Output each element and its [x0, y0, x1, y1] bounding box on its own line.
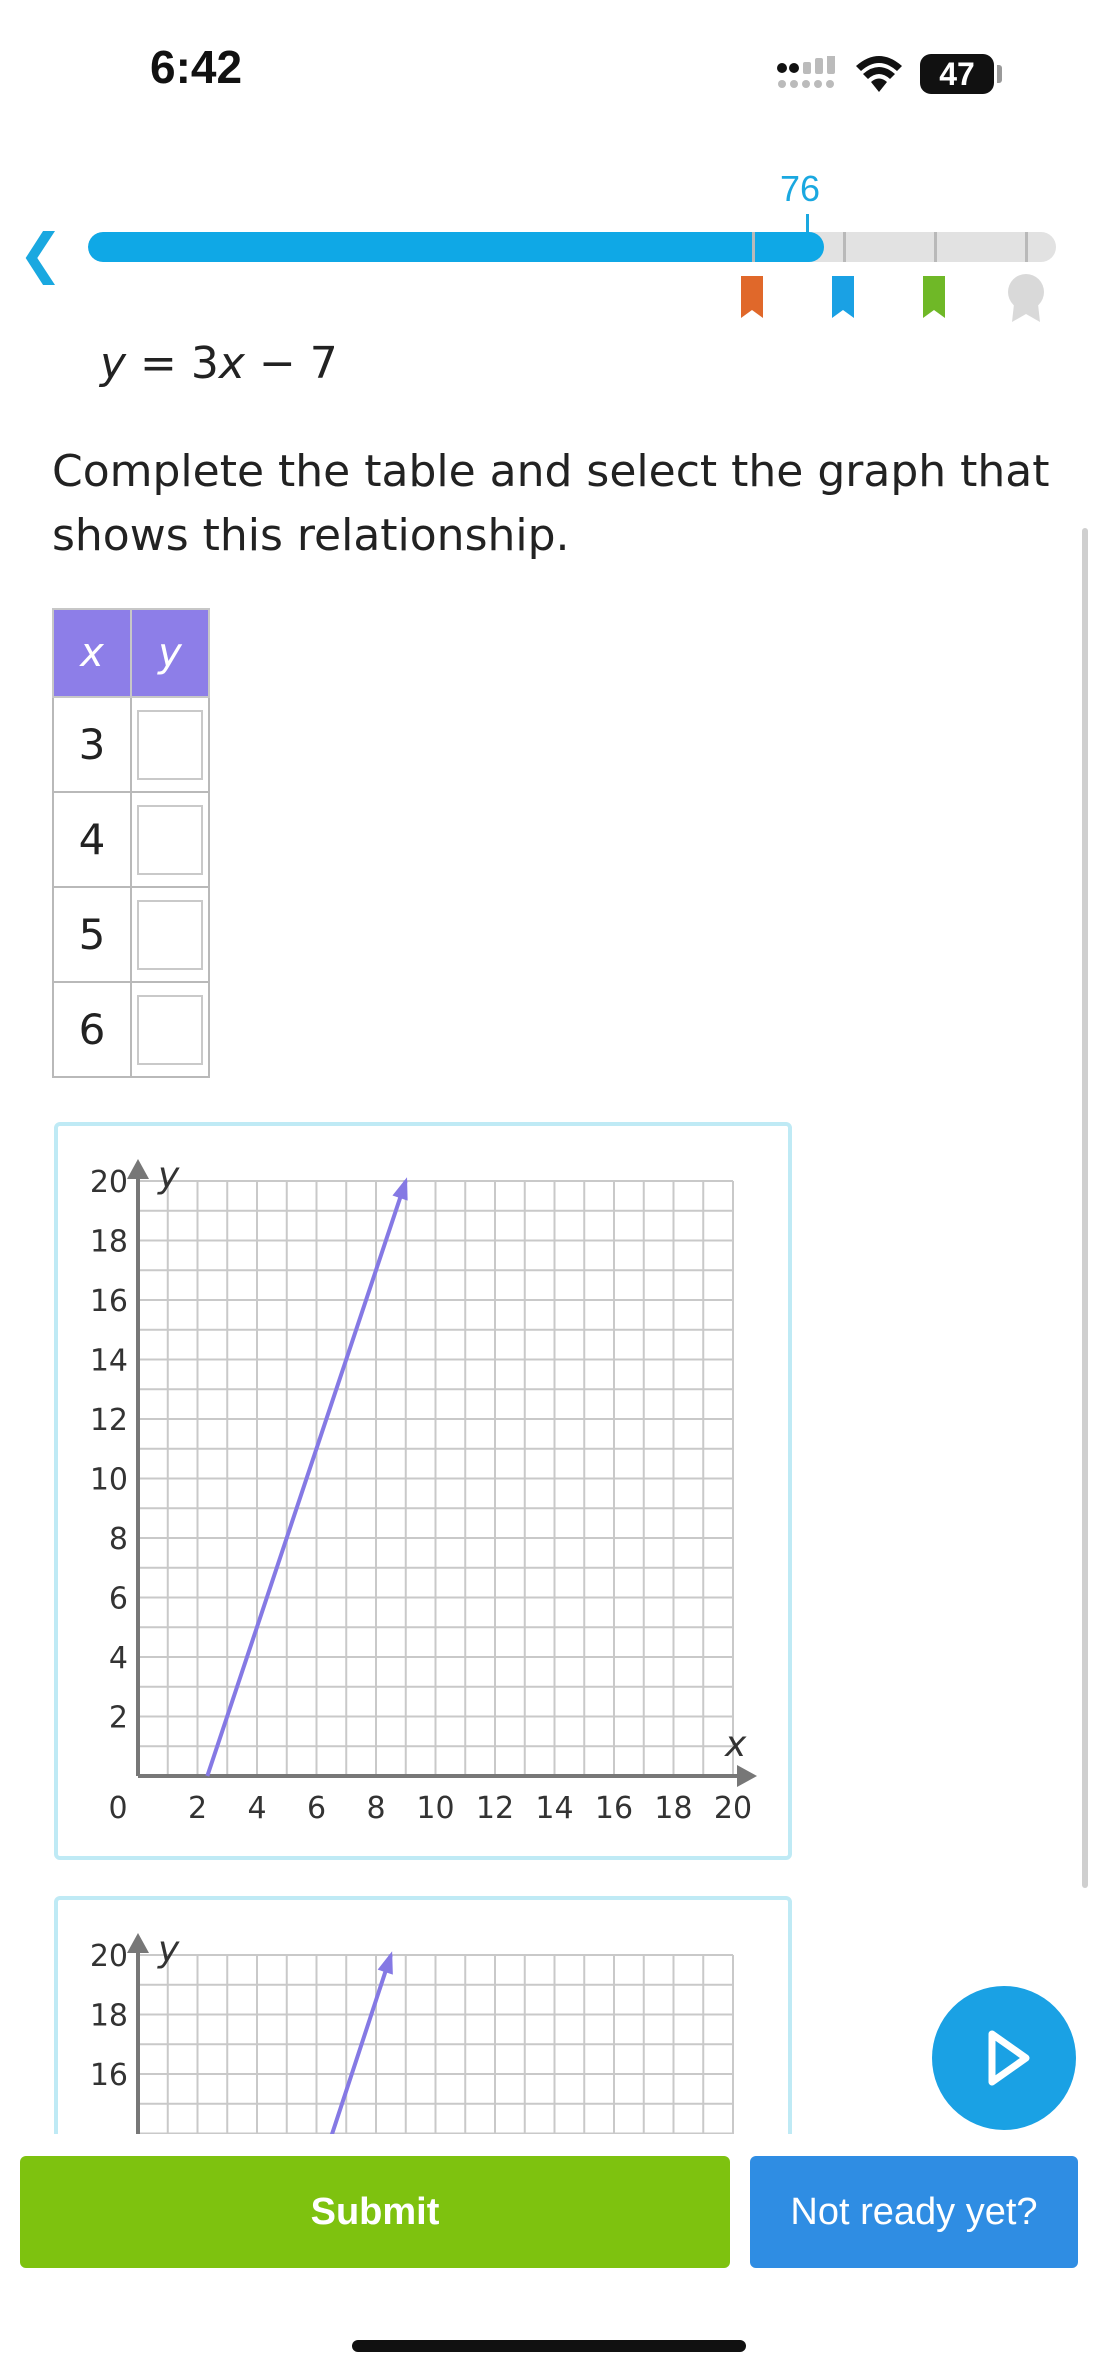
table-cell-x: 4	[53, 792, 131, 887]
progress-bar	[88, 232, 1056, 262]
y-answer-input[interactable]	[137, 995, 203, 1065]
cellular-signal-icon	[776, 56, 836, 92]
table-row	[53, 697, 209, 792]
x-tick-label: 18	[654, 1791, 693, 1826]
question-prompt: Complete the table and select the graph that shows this relationship.	[52, 446, 1050, 561]
y-axis-arrow	[127, 1159, 149, 1179]
not-ready-button[interactable]: Not ready yet?	[750, 2156, 1078, 2268]
medal-icon	[1006, 274, 1046, 322]
submit-button[interactable]: Submit	[20, 2156, 730, 2268]
series-line	[322, 1955, 390, 2163]
equation	[100, 338, 338, 389]
table-header-x: x	[53, 609, 131, 697]
x-tick-label: 8	[366, 1791, 386, 1826]
wifi-icon	[854, 54, 904, 94]
progress-tick	[934, 232, 937, 262]
scrollbar[interactable]	[1082, 528, 1088, 1888]
y-tick-label: 12	[89, 1403, 128, 1438]
y-tick-label: 18	[89, 1224, 128, 1260]
table-header-y: y	[131, 609, 209, 697]
table-cell-x: 3	[53, 697, 131, 792]
y-tick-label: 16	[89, 1284, 128, 1319]
y-axis-label: y	[158, 1155, 180, 1196]
x-tick-label: 12	[475, 1791, 515, 1826]
table-row	[53, 982, 209, 1077]
graph-option-1-chart	[58, 1126, 788, 1856]
play-button[interactable]	[932, 1986, 1076, 2130]
battery-icon: 47	[920, 54, 994, 94]
x-tick-label: 20	[713, 1791, 753, 1826]
blue-ribbon-icon	[832, 276, 854, 318]
y-tick-label: 18	[89, 1998, 128, 2034]
x-tick-label: 0	[108, 1791, 128, 1826]
y-tick-label: 14	[89, 1343, 128, 1379]
y-tick-label: 16	[89, 2058, 128, 2093]
y-tick-label: 2	[108, 1700, 128, 1736]
y-answer-input[interactable]	[137, 710, 203, 780]
home-indicator	[352, 2340, 746, 2352]
equation-eq: = 3	[140, 338, 219, 389]
back-chevron-icon[interactable]: ❮	[18, 222, 64, 285]
x-tick-label: 6	[306, 1791, 327, 1826]
orange-ribbon-icon	[741, 276, 763, 318]
y-tick-label: 20	[89, 1165, 128, 1200]
progress-fill	[88, 232, 824, 262]
table-cell-x: 5	[53, 887, 131, 982]
x-tick-label: 16	[594, 1791, 634, 1826]
x-axis-arrow	[737, 1765, 757, 1787]
x-tick-label: 4	[247, 1791, 267, 1826]
smartscore-value: 76	[780, 168, 821, 209]
x-tick-label: 14	[535, 1791, 574, 1826]
x-tick-label: 2	[187, 1791, 208, 1826]
battery-tip	[997, 65, 1002, 83]
status-time: 6:42	[150, 41, 243, 93]
y-axis-arrow	[127, 1933, 149, 1953]
equation-y: y	[100, 338, 127, 389]
y-tick-label: 4	[108, 1641, 128, 1676]
graph-option-1[interactable]	[54, 1122, 792, 1860]
equation-x: x	[218, 338, 245, 389]
table-cell-x: 6	[53, 982, 131, 1077]
xy-table	[52, 608, 210, 1078]
y-answer-input[interactable]	[137, 900, 203, 970]
progress-tick	[1025, 232, 1028, 262]
table-row	[53, 792, 209, 887]
progress-tick	[843, 232, 846, 262]
progress-tick	[752, 232, 755, 262]
x-axis-label: x	[725, 1724, 747, 1765]
equation-rest: − 7	[244, 338, 338, 389]
y-tick-label: 20	[89, 1939, 128, 1974]
play-icon	[932, 1986, 1076, 2130]
y-axis-label: y	[158, 1929, 180, 1970]
y-answer-input[interactable]	[137, 805, 203, 875]
y-tick-label: 10	[89, 1462, 128, 1498]
x-tick-label: 10	[416, 1791, 455, 1826]
table-row	[53, 887, 209, 982]
y-tick-label: 8	[108, 1522, 128, 1557]
y-tick-label: 6	[108, 1581, 128, 1617]
green-ribbon-icon	[923, 276, 945, 318]
